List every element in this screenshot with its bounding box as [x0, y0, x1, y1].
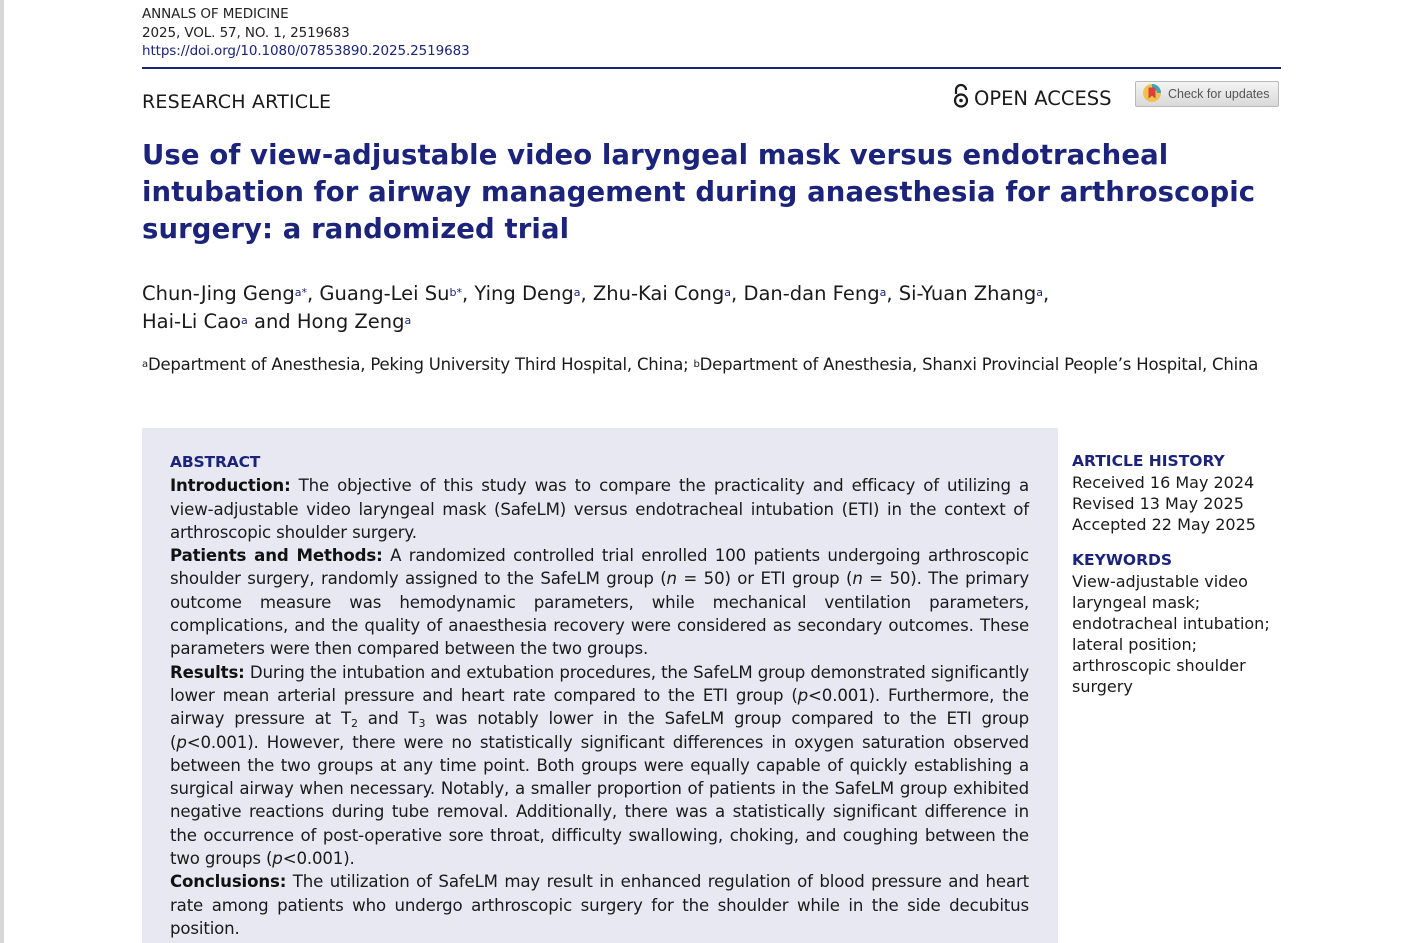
author[interactable]: Ying Deng$^a$ — [474, 282, 581, 305]
keyword: endotracheal intubation; — [1072, 614, 1270, 633]
author-list: Chun-Jing Geng$^{a*}$, Guang-Lei $Su^{b*}$, Ying Deng$^a$, Zhu-Kai Cong$^a$, Dan-dan Feng$^a$, Si-Yuan Zhang$^a$, Hai-Li Cao$^a$ and Hong Zeng$^a$ — [142, 282, 1050, 333]
article-type: RESEARCH ARTICLE — [142, 91, 332, 113]
open-access-badge — [952, 83, 1112, 114]
author[interactable]: Chun-Jing Geng$^{a*}$ — [142, 282, 308, 305]
article-title: Use of view-adjustable video laryngeal mask versus endotracheal intubation for airway management during anaesthesia for arthroscopic surgery: a randomized trial — [142, 139, 1256, 245]
author[interactable]: Zhu-Kai Cong$^a$ — [592, 282, 732, 305]
keywords-heading: KEYWORDS — [1072, 551, 1173, 569]
check-for-updates-label: Check for updates — [1168, 87, 1270, 101]
author[interactable]: Hong Zeng$^a$ — [296, 310, 412, 333]
author[interactable]: Guang-Lei $Su^{b*}$ — [319, 282, 462, 305]
crossmark-icon — [1142, 83, 1162, 106]
keyword: arthroscopic shoulder surgery — [1072, 656, 1246, 696]
article-history-heading: ARTICLE HISTORY — [1072, 452, 1225, 470]
author[interactable]: Dan-dan Feng$^a$ — [743, 282, 887, 305]
affiliations: $^a$Department of Anesthesia, Peking University Third Hospital, China; $^b$Department of Anesthesia, Shanxi Provincial People’s Hospital, China — [142, 355, 1259, 374]
history-revised: Revised 13 May 2025 — [1072, 494, 1244, 513]
doi-link[interactable]: https://doi.org/10.1080/07853890.2025.2519683 — [142, 43, 470, 59]
article-sidebar — [1072, 451, 1282, 697]
affiliation-a: Department of Anesthesia, Peking University Third Hospital, China; — [147, 355, 694, 374]
check-for-updates-button[interactable] — [1135, 81, 1279, 107]
author[interactable]: Hai-Li Cao$^a$ — [142, 310, 248, 333]
history-received: Received 16 May 2024 — [1072, 473, 1255, 492]
header-rule — [142, 67, 1281, 69]
journal-citation: 2025, VOL. 57, NO. 1, 2519683 — [142, 24, 350, 41]
affiliation-b: Department of Anesthesia, Shanxi Provincial People’s Hospital, China — [699, 355, 1259, 374]
abstract-introduction: Introduction: The objective of this study was to compare the practicality and efficacy of utilizing a view-adjustable video laryngeal mask (SafeLM) versus endotracheal intubation (ETI) in the context of arthroscopic shoulder surgery. — [170, 476, 1029, 542]
abstract-methods: Patients and Methods: A randomized controlled trial enrolled 100 patients undergoing arthroscopic shoulder surgery, randomly assigned to the SafeLM group (n = 50) or ETI group (n = 50). The primary outcome measure was hemodynamic parameters, while mechanical ventilation parameters, complications, and the quality of anaesthesia recovery were considered as secondary outcomes. These parameters were then compared between the two groups. — [170, 546, 1030, 659]
author[interactable]: Si-Yuan Zhang$^a$ — [898, 282, 1043, 305]
abstract — [170, 451, 1029, 940]
journal-info — [142, 5, 470, 61]
abstract-heading: ABSTRACT — [170, 453, 261, 471]
abstract-results: Results: During the intubation and extubation procedures, the SafeLM group demonstrated significantly lower mean arterial pressure and heart rate compared to the ETI group (p<0.001). Furthermore, the airway pressure at $T_2$ and $T_3$ was notably lower in the SafeLM group compared to the ETI group (p<0.001). However, there were no statistically significant differences in oxygen saturation observed between the two groups at any time point. Both groups were equally capable of quickly establishing a surgical airway when necessary. Notably, a smaller proportion of patients in the SafeLM group exhibited negative reactions during tube removal. Additionally, there was a statistically significant difference in the occurrence of post-operative sore throat, difficulty swallowing, choking, and coughing between the two groups (p<0.001). — [170, 662, 1029, 869]
open-lock-icon — [952, 83, 970, 114]
keyword: lateral position; — [1072, 635, 1198, 654]
journal-name: ANNALS OF MEDICINE — [142, 6, 289, 22]
history-accepted: Accepted 22 May 2025 — [1072, 515, 1256, 534]
keyword: View-adjustable video laryngeal mask; — [1072, 572, 1248, 612]
page-edge — [0, 0, 4, 943]
abstract-conclusions: Conclusions: The utilization of SafeLM may result in enhanced regulation of blood pressure and heart rate among patients who undergo arthroscopic surgery for the shoulder while in the side decubitus position. — [170, 872, 1029, 938]
open-access-label: OPEN ACCESS — [974, 87, 1112, 110]
